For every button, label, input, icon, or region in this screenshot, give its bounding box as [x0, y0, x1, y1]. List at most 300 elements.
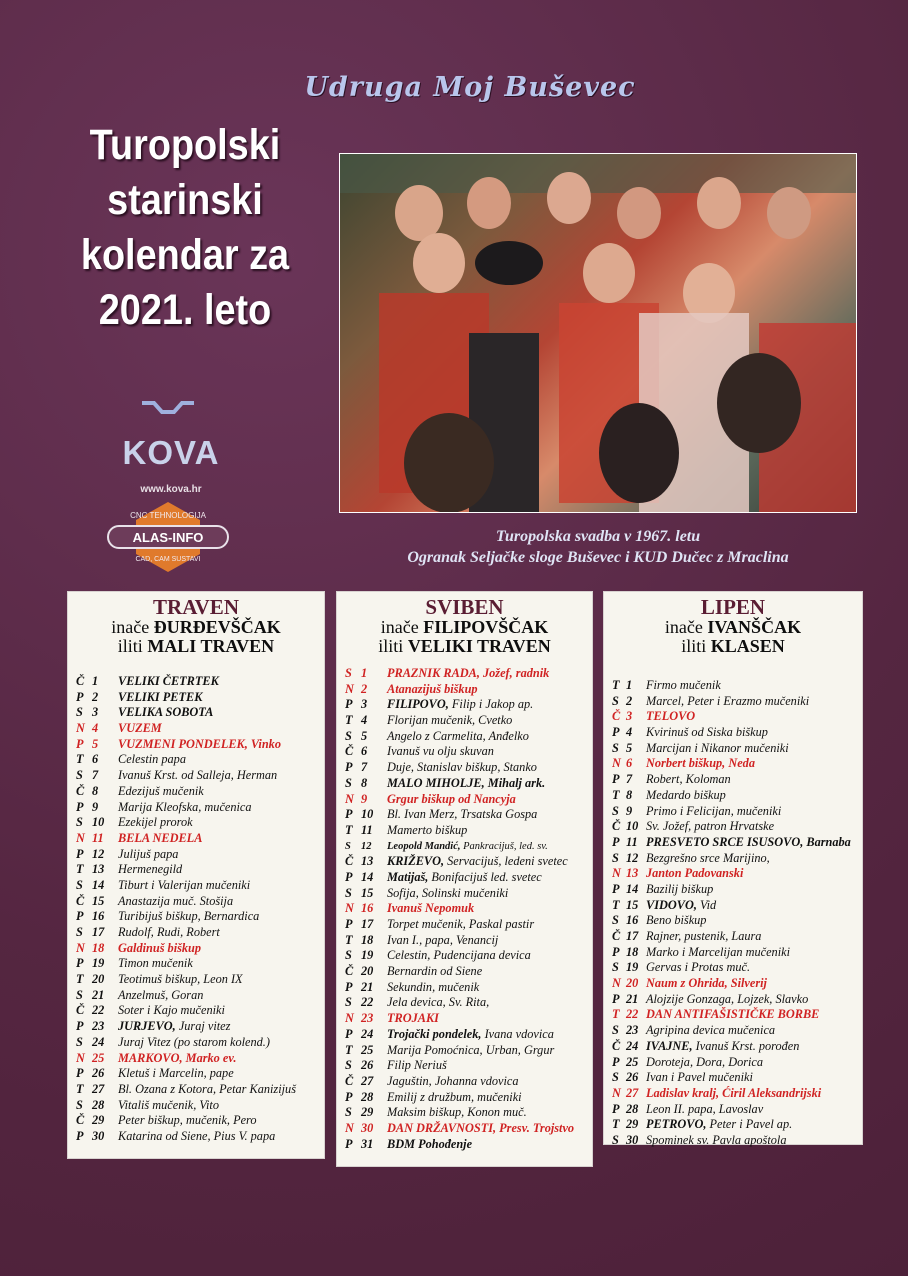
- day-number: 25: [626, 1054, 639, 1069]
- day-name: Angelo z Carmelita, Anđelko: [387, 728, 529, 743]
- day-number: 8: [361, 775, 368, 790]
- day-row: [612, 741, 858, 757]
- day-row: [345, 870, 588, 886]
- day-name-bold: Grgur biškup od Nancyja: [387, 791, 516, 806]
- day-number: 27: [361, 1073, 374, 1088]
- month-alt-name: inače IVANŠČAK: [664, 617, 802, 637]
- day-letter: P: [345, 697, 353, 712]
- day-row: [345, 1027, 588, 1043]
- photo-placeholder: [339, 153, 857, 513]
- day-letter: P: [76, 1019, 84, 1034]
- day-name: Beno biškup: [646, 913, 707, 928]
- day-letter: Č: [612, 819, 621, 834]
- day-letter: P: [612, 834, 620, 849]
- day-row: [76, 988, 320, 1004]
- day-name: Ezekijel prorok: [118, 815, 193, 830]
- day-row: [345, 682, 588, 698]
- day-name-bold: VUZEM: [118, 721, 162, 736]
- day-name: Bl. Ozana z Kotora, Petar Kanizijuš: [118, 1081, 296, 1096]
- day-list: [345, 666, 588, 1152]
- day-number: 11: [361, 822, 373, 837]
- day-name: Hermenegild: [118, 862, 183, 877]
- day-number: 22: [361, 995, 374, 1010]
- day-number: 5: [361, 728, 368, 743]
- day-row: [612, 992, 858, 1008]
- day-name: Vitališ mučenik, Vito: [118, 1097, 219, 1112]
- day-row: [345, 666, 588, 682]
- day-letter: T: [76, 862, 84, 877]
- day-name: Rajner, pustenik, Laura: [646, 929, 762, 943]
- day-row: [76, 1098, 320, 1114]
- day-number: 28: [361, 1089, 374, 1104]
- day-name: Anastazija muč. Stošija: [118, 893, 234, 908]
- month-alt-name-2: iliti KLASEN: [681, 636, 785, 656]
- day-row: [76, 784, 320, 800]
- day-name-bold: TROJAKI: [387, 1011, 439, 1026]
- day-letter: P: [345, 869, 353, 884]
- day-name: Ivanuš Krst. od Salleja, Herman: [118, 768, 278, 783]
- day-name-bold: KRIŽEVO,: [387, 854, 445, 869]
- day-row: [612, 709, 858, 725]
- day-row: [76, 1066, 320, 1082]
- day-letter: Č: [76, 1113, 85, 1128]
- day-row: [612, 804, 858, 820]
- day-letter: Č: [345, 964, 354, 979]
- day-row: [612, 1102, 858, 1118]
- day-row: [612, 772, 858, 788]
- day-number: 14: [92, 877, 105, 892]
- day-letter: T: [345, 1042, 353, 1057]
- day-name: Juraj Vitez (po starom kolend.): [118, 1034, 270, 1049]
- day-number: 24: [626, 1038, 639, 1053]
- month-panel-june: [603, 591, 863, 1145]
- day-row: [76, 909, 320, 925]
- day-number: 4: [626, 725, 633, 740]
- day-letter: Č: [76, 783, 85, 798]
- day-letter: S: [76, 877, 83, 892]
- day-number: 15: [92, 893, 105, 908]
- day-number: 14: [361, 869, 374, 884]
- day-letter: S: [76, 987, 83, 1002]
- day-letter: S: [345, 728, 352, 743]
- day-number: 28: [92, 1097, 105, 1112]
- day-name-bold: PETROVO,: [646, 1117, 707, 1132]
- day-number: 17: [361, 917, 374, 931]
- day-letter: S: [612, 803, 619, 818]
- day-name: Maksim biškup, Konon muč.: [387, 1105, 527, 1120]
- day-row: [345, 933, 588, 949]
- day-name: Servacijuš, ledeni svetec: [444, 854, 568, 869]
- day-row: [612, 788, 858, 804]
- day-letter: N: [612, 756, 621, 771]
- day-number: 10: [92, 815, 105, 830]
- wave-logo-icon: [140, 398, 196, 418]
- day-row: [612, 694, 858, 710]
- day-name: Spominek sv. Pavla apoštola: [646, 1132, 787, 1147]
- day-letter: Č: [345, 1073, 354, 1088]
- day-name-bold: Ivanuš Nepomuk: [387, 901, 475, 916]
- day-name-bold: BELA NEDELA: [118, 830, 203, 845]
- day-name: Duje, Stanislav biškup, Stanko: [387, 760, 537, 775]
- day-letter: S: [345, 948, 352, 963]
- day-letter: P: [612, 881, 620, 896]
- day-list: [76, 674, 320, 1145]
- day-number: 30: [626, 1132, 639, 1147]
- day-letter: T: [76, 972, 84, 987]
- day-name-bold: DAN DRŽAVNOSTI, Presv. Trojstvo: [387, 1120, 575, 1135]
- day-letter: Č: [345, 854, 354, 869]
- day-row: [345, 792, 588, 808]
- day-letter: N: [76, 830, 85, 845]
- day-row: [345, 854, 588, 870]
- day-number: 13: [361, 854, 374, 869]
- day-letter: S: [345, 775, 352, 790]
- day-letter: S: [612, 693, 619, 708]
- day-name: Sofija, Solinski mučeniki: [387, 885, 509, 900]
- day-number: 6: [361, 744, 368, 759]
- day-number: 8: [92, 783, 99, 798]
- day-row: [345, 729, 588, 745]
- day-name-bold: MARKOVO, Marko ev.: [118, 1050, 237, 1065]
- day-number: 6: [92, 752, 99, 767]
- day-row: [612, 913, 858, 929]
- day-name: Celestin papa: [118, 752, 186, 767]
- day-number: 20: [626, 976, 639, 991]
- day-name: Alojzije Gonzaga, Lojzek, Slavko: [646, 991, 809, 1006]
- day-number: 21: [626, 991, 639, 1006]
- month-alt-name-2: iliti MALI TRAVEN: [117, 636, 275, 656]
- day-name: Peter i Pavel ap.: [706, 1117, 793, 1132]
- day-number: 9: [626, 803, 633, 818]
- day-number: 13: [626, 866, 639, 881]
- day-letter: P: [76, 799, 84, 814]
- day-name-bold: Galdinuš biškup: [118, 940, 202, 955]
- day-letter: N: [612, 1085, 621, 1100]
- day-number: 26: [626, 1070, 639, 1085]
- day-number: 25: [361, 1042, 374, 1057]
- day-row: [76, 862, 320, 878]
- day-letter: P: [345, 917, 353, 931]
- day-name: Ivana vdovica: [481, 1026, 554, 1041]
- day-row: [612, 819, 858, 835]
- day-name: Jaguštin, Johanna vdovica: [387, 1073, 519, 1088]
- day-letter: S: [345, 666, 352, 680]
- day-number: 25: [92, 1050, 105, 1065]
- day-letter: T: [345, 932, 353, 947]
- day-number: 13: [92, 862, 105, 877]
- day-name: Leon II. papa, Lavoslav: [646, 1101, 764, 1116]
- day-number: 1: [92, 674, 99, 688]
- day-name: Filip Neriuš: [387, 1058, 447, 1073]
- title-line: starinski: [107, 176, 263, 224]
- day-row: [76, 768, 320, 784]
- day-row: [76, 705, 320, 721]
- day-name: Ivanuš vu olju skuvan: [387, 744, 494, 759]
- day-number: 16: [92, 909, 105, 924]
- day-number: 26: [361, 1058, 374, 1073]
- day-letter: P: [76, 1128, 84, 1143]
- day-name: Robert, Koloman: [646, 772, 731, 787]
- day-number: 20: [92, 972, 105, 987]
- day-number: 15: [626, 897, 639, 912]
- alas-info-logo: [104, 500, 232, 574]
- day-letter: Č: [612, 709, 621, 724]
- day-letter: S: [345, 1105, 352, 1120]
- day-name: Edezijuš mučenik: [118, 783, 204, 798]
- day-row: [76, 1019, 320, 1035]
- day-row: [345, 901, 588, 917]
- day-row: [345, 807, 588, 823]
- day-letter: P: [76, 909, 84, 924]
- day-number: 1: [361, 666, 368, 680]
- title-line: Turopolski: [89, 121, 281, 169]
- day-row: [76, 1003, 320, 1019]
- photo-caption: [339, 526, 857, 568]
- day-number: 1: [626, 678, 633, 692]
- day-name-bold: VELIKA SOBOTA: [118, 705, 214, 720]
- day-row: [345, 823, 588, 839]
- month-name: SVIBEN: [425, 595, 504, 619]
- day-row: [612, 1117, 858, 1133]
- day-row: [76, 1082, 320, 1098]
- day-name: Tiburt i Valerijan mučeniki: [118, 877, 251, 892]
- day-number: 29: [626, 1117, 639, 1132]
- month-alt-name: inače FILIPOVŠČAK: [380, 617, 549, 637]
- month-panel-april: [67, 591, 325, 1159]
- day-row: [345, 1043, 588, 1059]
- day-letter: S: [345, 995, 352, 1010]
- day-name: Juraj vitez: [175, 1019, 231, 1034]
- day-letter: S: [76, 1097, 83, 1112]
- day-name: Florijan mučenik, Cvetko: [387, 713, 513, 728]
- kova-logo: KOVA: [122, 434, 220, 471]
- day-number: 14: [626, 881, 639, 896]
- day-name: Marija Pomoćnica, Urban, Grgur: [387, 1042, 555, 1057]
- day-row: [345, 1121, 588, 1137]
- day-row: [345, 964, 588, 980]
- day-letter: S: [76, 768, 83, 783]
- day-number: 7: [626, 772, 633, 787]
- day-list: [612, 678, 858, 1149]
- day-number: 9: [92, 799, 99, 814]
- day-name: Anzelmuš, Goran: [118, 987, 204, 1002]
- day-name-bold: VELIKI PETEK: [118, 689, 203, 704]
- day-number: 3: [626, 709, 633, 724]
- day-letter: N: [345, 901, 354, 916]
- day-name: Rudolf, Rudi, Robert: [118, 925, 220, 939]
- day-number: 12: [626, 850, 639, 865]
- day-letter: N: [76, 721, 85, 736]
- day-letter: P: [76, 736, 84, 751]
- day-row: [612, 725, 858, 741]
- day-number: 20: [361, 964, 374, 979]
- day-row: [612, 945, 858, 961]
- day-name: Marcel, Peter i Erazmo mučeniki: [646, 693, 810, 708]
- day-number: 26: [92, 1066, 105, 1081]
- day-letter: P: [612, 725, 620, 740]
- day-letter: T: [76, 752, 84, 767]
- wedding-photo: [339, 153, 857, 513]
- month-panel-may: [336, 591, 593, 1167]
- day-row: [345, 995, 588, 1011]
- day-letter: T: [612, 1117, 620, 1132]
- day-row: [76, 878, 320, 894]
- day-number: 8: [626, 787, 633, 802]
- day-letter: Č: [76, 893, 85, 908]
- day-letter: T: [612, 787, 620, 802]
- day-name: Julijuš papa: [118, 846, 179, 861]
- day-letter: N: [345, 791, 354, 806]
- day-row: [345, 886, 588, 902]
- day-number: 19: [361, 948, 374, 963]
- day-row: [76, 674, 320, 690]
- day-name: Filip i Jakop ap.: [448, 697, 534, 712]
- day-row: [345, 1105, 588, 1121]
- day-letter: Č: [76, 1003, 85, 1018]
- website-text: www.kova.hr: [140, 484, 202, 495]
- day-letter: T: [612, 1007, 620, 1022]
- day-letter: P: [345, 807, 353, 822]
- day-name: Ivanuš Krst. porođen: [692, 1038, 800, 1053]
- day-letter: P: [76, 689, 84, 704]
- day-number: 5: [626, 740, 633, 755]
- day-name: Marcijan i Nikanor mučeniki: [646, 740, 789, 755]
- day-row: [76, 972, 320, 988]
- day-name-bold: DAN ANTIFAŠISTIČKE BORBE: [646, 1007, 820, 1022]
- day-number: 22: [626, 1007, 639, 1022]
- day-name: Ivan I., papa, Venancij: [387, 932, 499, 947]
- day-letter: P: [345, 1026, 353, 1041]
- day-name: Gervas i Protas muč.: [646, 960, 751, 975]
- day-row: [76, 894, 320, 910]
- day-number: 31: [361, 1136, 374, 1151]
- day-letter: P: [76, 1066, 84, 1081]
- day-number: 23: [92, 1019, 105, 1034]
- day-name: Celestin, Pudencijana devica: [387, 948, 531, 963]
- day-name-bold: TELOVO: [646, 709, 696, 724]
- day-name-bold: Norbert biškup, Neda: [646, 756, 755, 771]
- day-number: 16: [361, 901, 374, 916]
- day-number: 3: [361, 697, 368, 712]
- day-name: Bernardin od Siene: [387, 964, 483, 979]
- caption-line: Ogranak Seljačke sloge Buševec i KUD Dučec z Mraclina: [407, 549, 789, 566]
- day-name: Timon mučenik: [118, 956, 193, 971]
- day-row: [345, 980, 588, 996]
- day-number: 19: [92, 956, 105, 971]
- day-name: Bazilij biškup: [646, 881, 714, 896]
- day-name-bold: Atanazijuš biškup: [387, 681, 478, 696]
- day-name-bold: VELIKI ČETRTEK: [118, 674, 219, 688]
- day-row: [76, 815, 320, 831]
- alas-top-text: CNC TEHNOLOGIJA: [130, 511, 206, 520]
- day-name: Bl. Ivan Merz, Trsatska Gospa: [387, 807, 538, 822]
- day-row: [612, 1055, 858, 1071]
- day-name: Soter i Kajo mučeniki: [118, 1003, 225, 1018]
- day-name: Pankracijuš, led. sv.: [460, 840, 548, 852]
- day-letter: S: [612, 850, 619, 865]
- day-name-bold: FILIPOVO,: [387, 697, 449, 712]
- day-row: [612, 898, 858, 914]
- day-row: [612, 1133, 858, 1149]
- day-number: 2: [361, 681, 368, 696]
- day-name-bold: VUZMENI PONDELEK, Vinko: [118, 736, 281, 751]
- day-letter: S: [76, 925, 83, 939]
- day-row: [76, 737, 320, 753]
- day-row: [76, 831, 320, 847]
- day-number: 24: [92, 1034, 105, 1049]
- day-number: 18: [361, 932, 374, 947]
- day-number: 21: [92, 987, 105, 1002]
- day-letter: N: [345, 1011, 354, 1026]
- day-name: Vid: [696, 897, 717, 912]
- day-row: [76, 752, 320, 768]
- day-number: 21: [361, 979, 374, 994]
- day-name: Torpet mučenik, Paskal pastir: [387, 917, 535, 931]
- day-row: [345, 1137, 588, 1153]
- day-name-bold: Leopold Mandić,: [387, 840, 461, 852]
- day-name: Turibijuš biškup, Bernardica: [118, 909, 260, 924]
- day-row: [76, 800, 320, 816]
- day-letter: P: [612, 1101, 620, 1116]
- day-number: 11: [626, 834, 638, 849]
- day-number: 30: [92, 1128, 105, 1143]
- day-name: Mamerto biškup: [387, 822, 468, 837]
- day-name: Primo i Felicijan, mučeniki: [646, 803, 782, 818]
- day-number: 5: [92, 736, 99, 751]
- day-letter: Č: [612, 1038, 621, 1053]
- day-row: [612, 1039, 858, 1055]
- day-name: Kvirinuš od Siska biškup: [646, 725, 768, 740]
- day-row: [76, 1035, 320, 1051]
- day-row: [612, 756, 858, 772]
- day-name: Teotimuš biškup, Leon IX: [118, 972, 243, 987]
- day-name: Ivan i Pavel mučeniki: [646, 1070, 753, 1085]
- day-row: [612, 1070, 858, 1086]
- day-number: 3: [92, 705, 99, 720]
- day-name-bold: VIDOVO,: [646, 897, 697, 912]
- day-letter: S: [76, 705, 83, 720]
- day-number: 23: [361, 1011, 374, 1026]
- day-name-bold: Janton Padovanski: [646, 866, 744, 881]
- day-letter: S: [612, 1070, 619, 1085]
- day-name-bold: BDM Pohođenje: [387, 1136, 473, 1151]
- day-row: [612, 1023, 858, 1039]
- alas-bottom-text: CAD, CAM SUSTAVI: [135, 556, 201, 563]
- day-name: Katarina od Siene, Pius V. papa: [118, 1128, 276, 1143]
- day-row: [345, 948, 588, 964]
- day-row: [612, 835, 858, 851]
- day-letter: N: [345, 681, 354, 696]
- day-row: [76, 1051, 320, 1067]
- day-number: 18: [92, 940, 105, 955]
- day-letter: N: [76, 940, 85, 955]
- month-alt-name: inače ĐURĐEVŠČAK: [111, 617, 281, 637]
- day-letter: T: [345, 822, 353, 837]
- day-letter: S: [612, 960, 619, 975]
- day-name-bold: PRAZNIK RADA, Jožef, radnik: [387, 666, 550, 680]
- day-name: Peter biškup, mučenik, Pero: [118, 1113, 257, 1128]
- caption-line: Turopolska svadba v 1967. letu: [495, 528, 701, 545]
- day-row: [345, 917, 588, 933]
- day-name: Sekundin, mučenik: [387, 979, 480, 994]
- day-row: [76, 1113, 320, 1129]
- day-row: [345, 776, 588, 792]
- day-name: Emilij z družbum, mučeniki: [387, 1089, 522, 1104]
- day-name: Medardo biškup: [646, 787, 726, 802]
- day-row: [612, 882, 858, 898]
- day-name: Bezgrešno srce Marijino,: [646, 850, 770, 865]
- day-letter: N: [345, 1120, 354, 1135]
